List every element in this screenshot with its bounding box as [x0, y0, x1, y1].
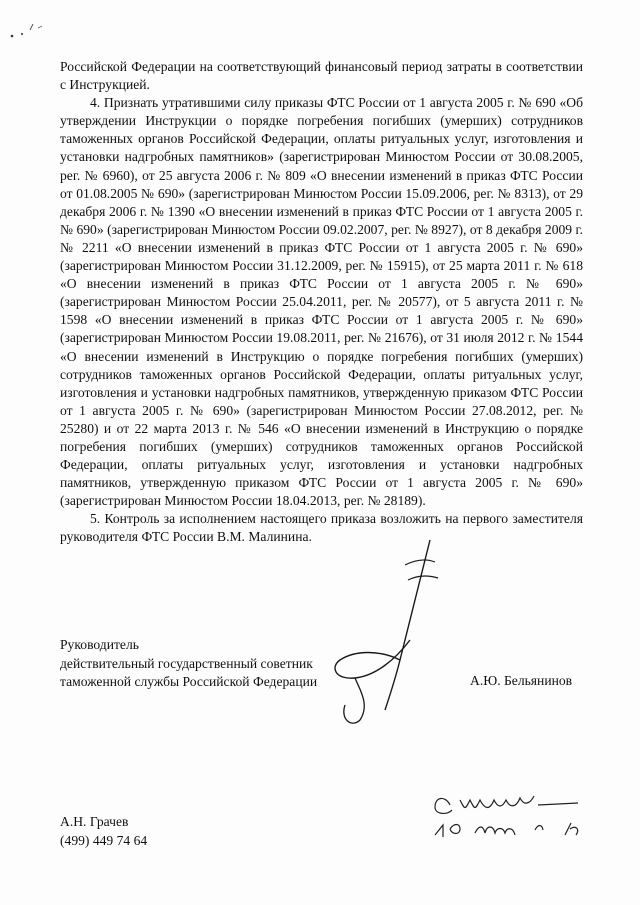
- executor-phone: (499) 449 74 64: [60, 833, 148, 848]
- executor-name: А.Н. Грачев: [60, 814, 129, 829]
- document-body: [60, 58, 583, 547]
- executor-block: [60, 812, 147, 850]
- paragraph-4: 4. Признать утратившими силу приказы ФТС России от 1 августа 2005 г. № 690 «Об утверждении Инструкции о порядке погребения погибших (умерших) сотрудников таможенных органов Российской Федерации, оплаты ритуальных услуг, изготовления и установки надгробных памятников» (зарегистрирован Минюстом России от 30.08.2005, рег. № 6960), от 25 августа 2006 г. № 809 «О внесении изменений в приказ ФТС России от 01.08.2005 № 690» (зарегистрирован Минюстом России 15.09.2006, рег. № 8313), от 29 декабря 2006 г. № 1390 «О внесении изменений в приказ ФТС России от 1 августа 2005 г. № 690» (зарегистрирован Минюстом России 09.02.2007, рег. № 8927), от 8 декабря 2009 г. № 2211 «О внесении изменений в приказ ФТС России от 1 августа 2005 г. № 690» (зарегистрирован Минюстом России 31.12.2009, рег. № 15915), от 25 марта 2011 г. № 618 «О внесении изменений в приказ ФТС России от 1 августа 2005 г. № 690» (зарегистрирован Минюстом России 25.04.2011, рег. № 20577), от 5 августа 2011 г. № 1598 «О внесении изменений в приказ ФТС России от 1 августа 2005 г. № 690» (зарегистрирован Минюстом России 19.08.2011, рег. № 21676), от 31 июля 2012 г. № 1544 «О внесении изменений в Инструкцию о порядке погребения погибших (умерших) сотрудников таможенных органов Российской Федерации, оплаты ритуальных услуг, изготовления и установки надгробных памятников, утвержденную приказом ФТС России от 1 августа 2005 г. № 690» (зарегистрирован Минюстом России 27.08.2012, рег. № 25280) и от 22 марта 2013 г. № 546 «О внесении изменений в Инструкцию о порядке погребения погибших (умерших) сотрудников таможенных органов Российской Федерации, оплаты ритуальных услуг, изготовления и установки надгробных памятников, утвержденную приказом ФТС России от 1 августа 2005 г. № 690» (зарегистрирован Минюстом России 18.04.2013, рег. № 28189).: [60, 95, 583, 509]
- scan-specks-icon: [0, 0, 80, 50]
- paragraph-5: 5. Контроль за исполнением настоящего приказа возложить на первого заместителя руководителя ФТС России В.М. Малинина.: [60, 511, 583, 545]
- handwritten-note-icon: [420, 785, 600, 845]
- signer-title-line-3: таможенной службы Российской Федерации: [60, 674, 318, 689]
- signer-name: А.Ю. Бельянинов: [470, 673, 573, 688]
- signer-title-line-1: Руководитель: [60, 637, 139, 652]
- signer-title-line-2: действительный государственный советник: [60, 655, 313, 671]
- paragraph-3-tail: Российской Федерации на соответствующий финансовый период затраты в соответствии с Инструкцией.: [60, 59, 583, 93]
- handwritten-signature-icon: [300, 520, 480, 730]
